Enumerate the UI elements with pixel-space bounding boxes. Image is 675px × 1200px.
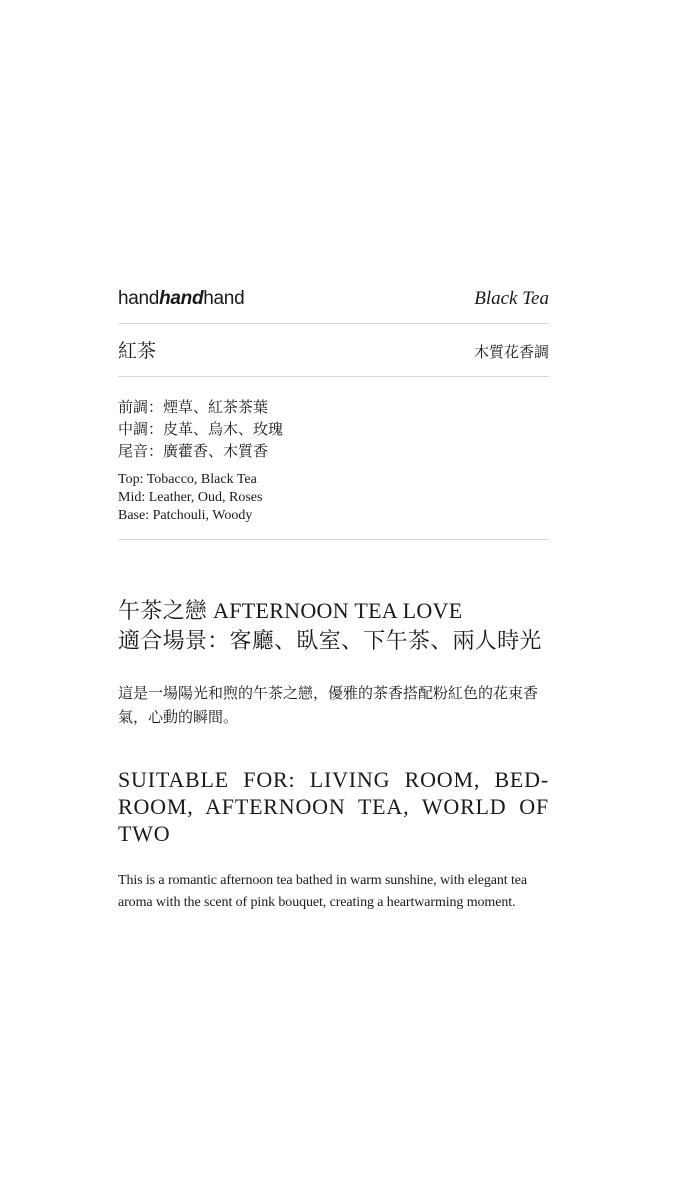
- brand-logo: handhandhand: [118, 288, 245, 309]
- scene-heading-en: SUITABLE FOR: LIVING ROOM, BED-ROOM, AFTERNOON TEA, WORLD OF TWO: [118, 767, 549, 846]
- fragrance-notes-en: [118, 471, 549, 525]
- scene-suitable-zh: 適合場景：客廳、臥室、下午茶、兩人時光: [118, 628, 542, 653]
- fragrance-notes-zh: [118, 397, 549, 463]
- top-note-en: Top: Tobacco, Black Tea: [118, 472, 257, 487]
- mid-note-en: Mid: Leather, Oud, Roses: [118, 490, 263, 505]
- description-en: This is a romantic afternoon tea bathed in warm sunshine, with elegant tea aroma with the scent of pink bouquet, creating a heartwarming moment.: [118, 873, 527, 910]
- divider: [118, 539, 549, 540]
- base-note-zh: 尾音：廣藿香、木質香: [118, 444, 269, 460]
- top-note-zh: 前調：煙草、紅茶茶葉: [118, 400, 269, 416]
- name-row: [118, 336, 549, 363]
- base-note-en: Base: Patchouli, Woody: [118, 508, 253, 523]
- product-name-en: Black Tea: [474, 288, 549, 309]
- divider: [118, 323, 549, 324]
- divider: [118, 376, 549, 377]
- scene-heading-zh: [118, 596, 549, 656]
- mid-note-zh: 中調：皮革、烏木、玫瑰: [118, 422, 284, 438]
- product-name-zh: 紅茶: [118, 341, 157, 362]
- fragrance-category: 木質花香調: [473, 345, 549, 361]
- title-row: [118, 288, 549, 310]
- scene-title: 午茶之戀 AFTERNOON TEA LOVE: [118, 598, 463, 623]
- product-card: [118, 288, 549, 914]
- description-zh: 這是一場陽光和煦的午茶之戀，優雅的茶香搭配粉紅色的花束香氣，心動的瞬間。: [118, 686, 539, 726]
